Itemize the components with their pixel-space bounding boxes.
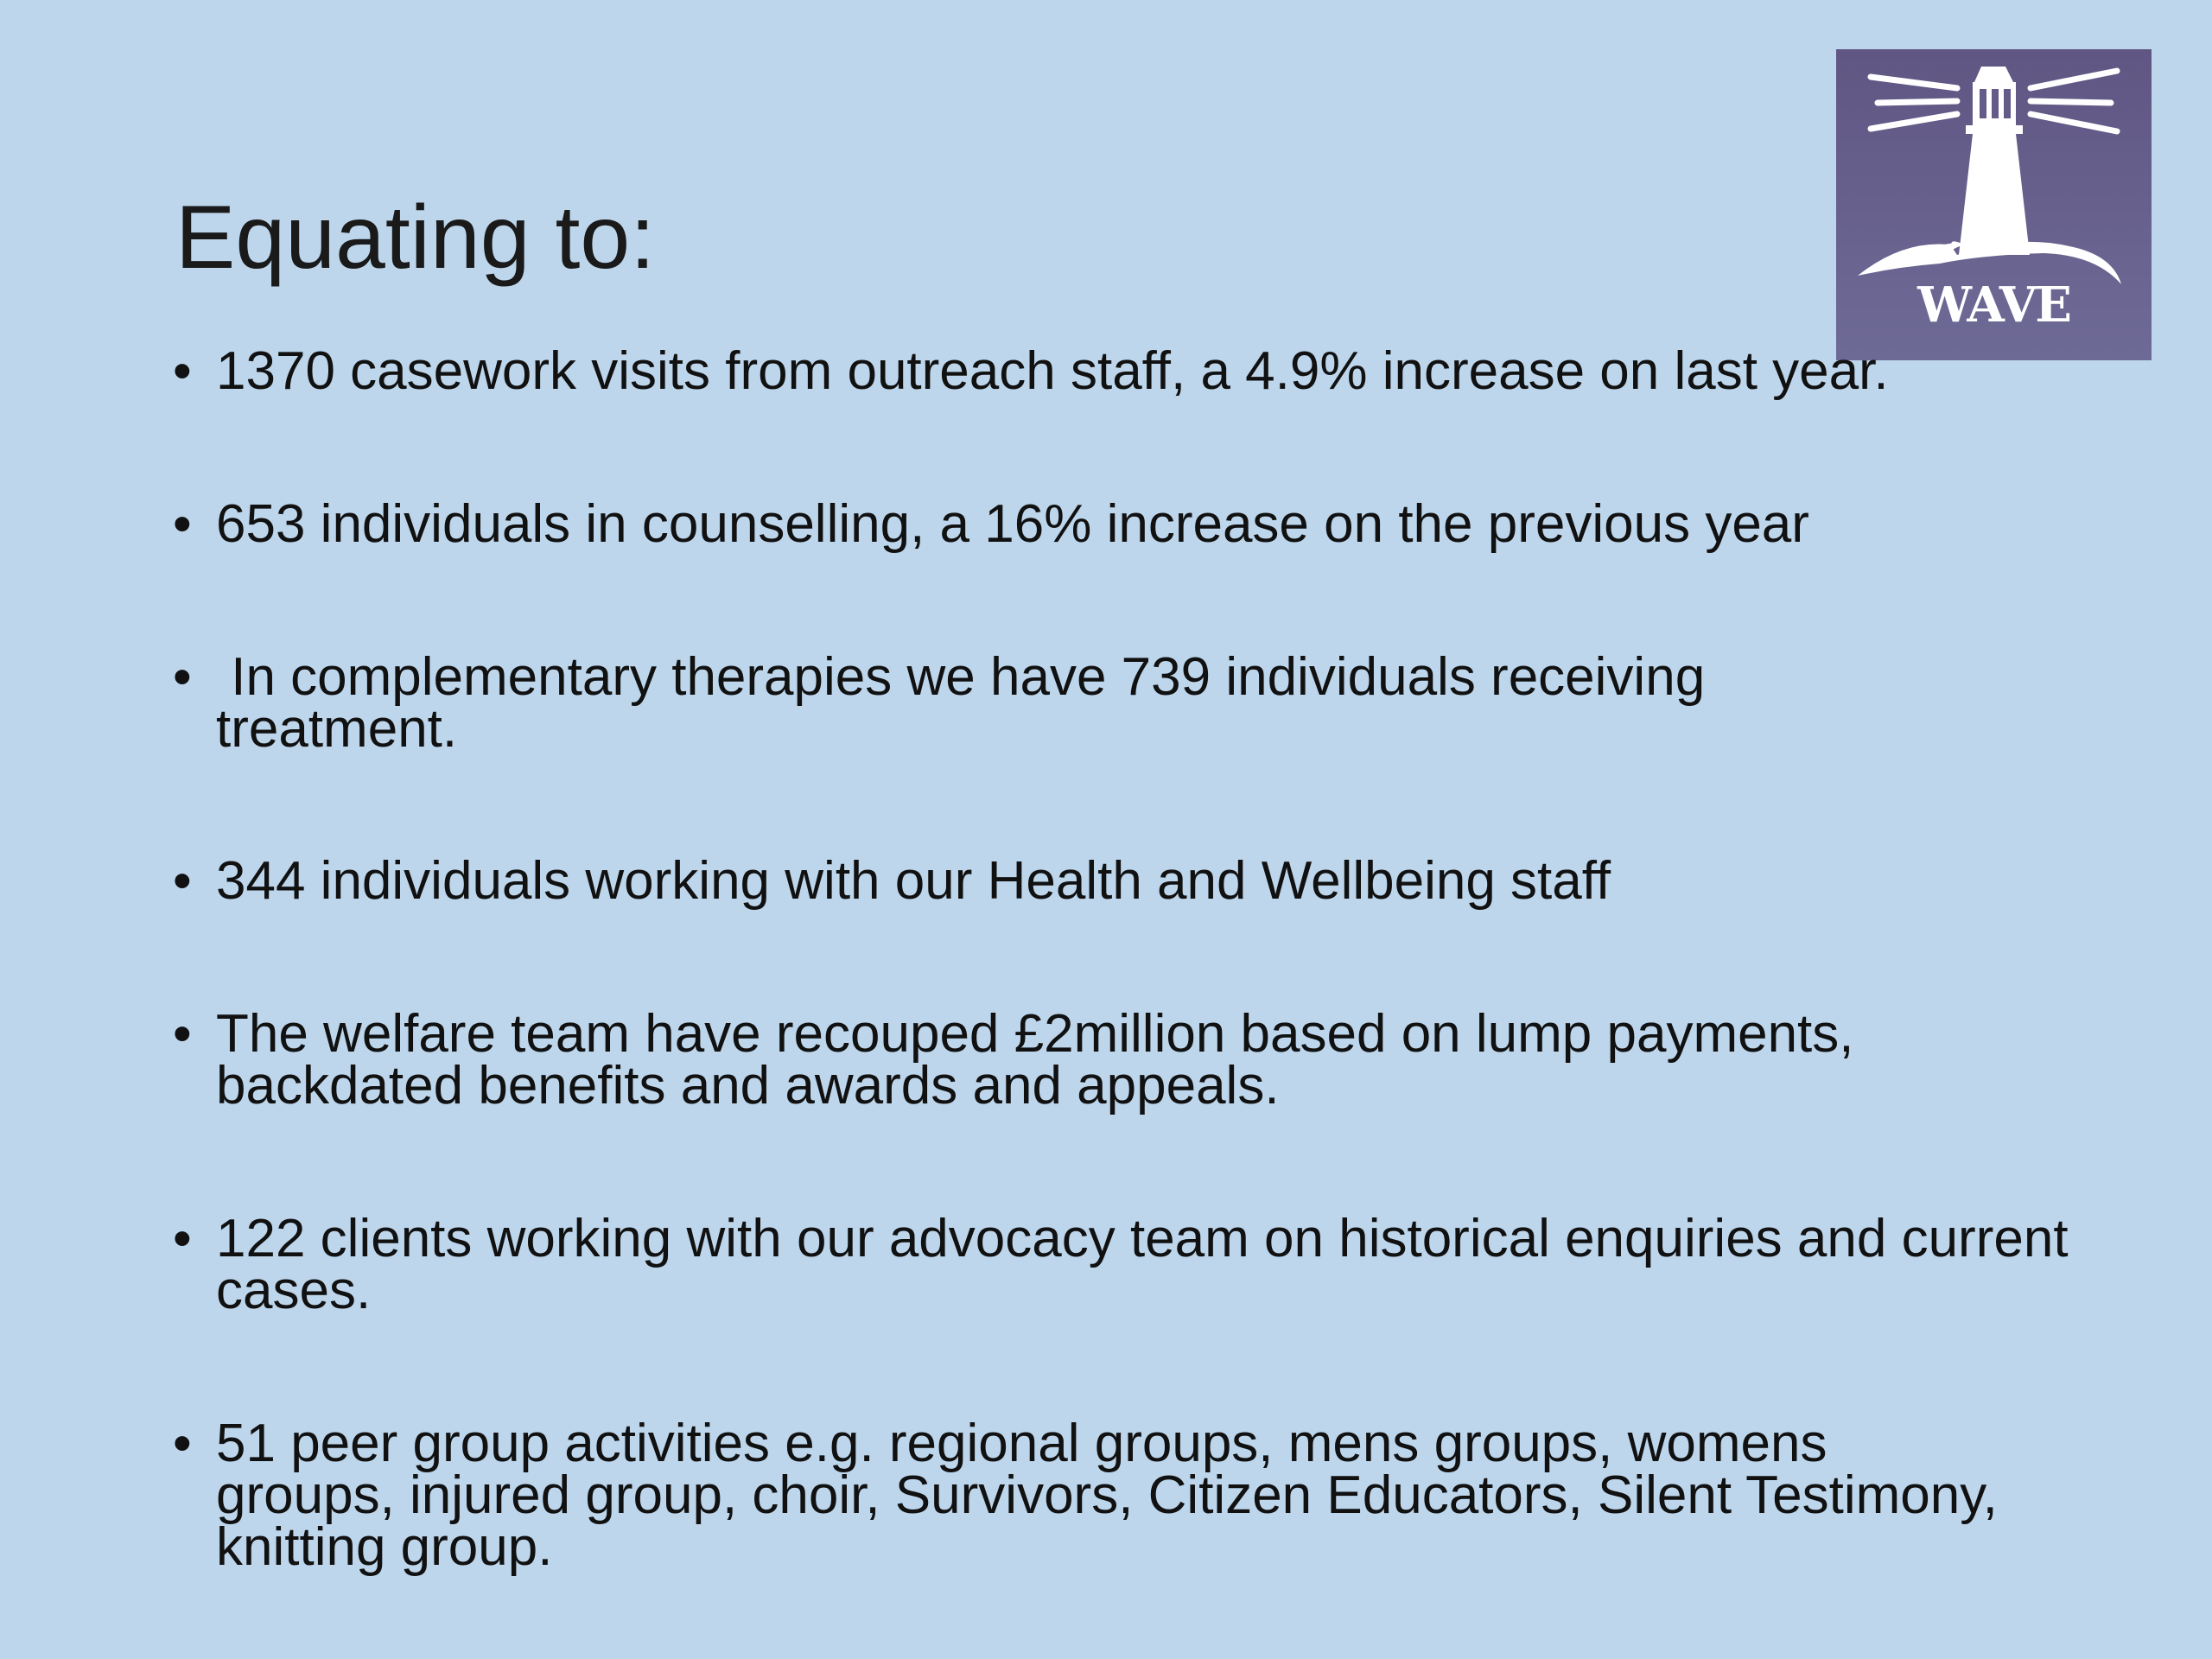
list-item: [173, 1414, 2074, 1577]
bullet-glyph: •: [173, 494, 192, 554]
bullet-text: 1370 casework visits from outreach staff, a 4.9% increase on last year.: [216, 341, 1889, 401]
bullet-glyph: •: [173, 851, 192, 911]
list-item: [173, 341, 2074, 401]
bullet-text: 51 peer group activities e.g. regional groups, mens groups, womens groups, injured group, choir, Survivors, Citizen Educators, Silent Testimony, knitting group.: [216, 1414, 1998, 1577]
bullet-glyph: •: [173, 647, 192, 707]
list-item: [173, 1004, 2074, 1116]
list-item: [173, 1209, 2074, 1320]
bullet-glyph: •: [173, 341, 192, 401]
bullet-text: 653 individuals in counselling, a 16% increase on the previous year: [216, 494, 1809, 554]
bullet-text: In complementary therapies we have 739 individuals receiving treatment.: [216, 647, 1720, 759]
bullet-text: 122 clients working with our advocacy team on historical enquiries and current cases.: [216, 1209, 2069, 1320]
list-item: [173, 851, 2074, 911]
logo-text: WAVE: [1917, 276, 2070, 334]
bullet-text: 344 individuals working with our Health and Wellbeing staff: [216, 851, 1611, 911]
list-item: [173, 647, 2074, 759]
bullet-text: The welfare team have recouped £2million based on lump payments, backdated benefits and awards and appeals.: [216, 1004, 1854, 1116]
wave-logo: [1836, 49, 2152, 360]
bullet-glyph: •: [173, 1414, 192, 1473]
bullet-glyph: •: [173, 1209, 192, 1268]
bullet-glyph: •: [173, 1004, 192, 1064]
slide-title: Equating to:: [175, 188, 656, 288]
list-item: [173, 494, 2074, 554]
